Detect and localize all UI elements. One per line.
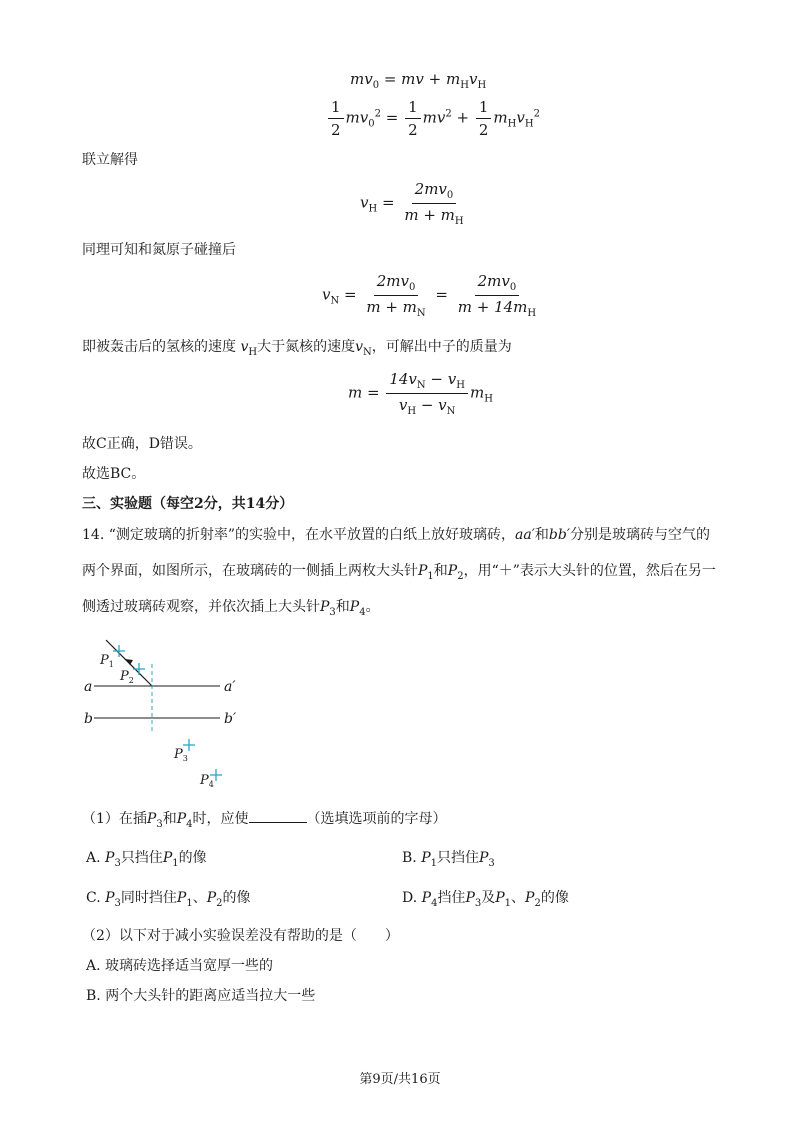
sub2-option-b: B. 两个大头针的距离应适当拉大一些	[86, 988, 316, 1004]
refraction-diagram	[80, 632, 260, 792]
sub-question-1: （1）在插$P_3$和$P_4$时，应使 （选填选项前的字母）	[82, 808, 447, 835]
option-b: B. $P_1$只挡住$P_3$	[402, 850, 495, 869]
q14-line3: 侧透过玻璃砖观察，并依次插上大头针$P_3$和$P_4$。	[82, 599, 380, 618]
label-a-prime: a′	[224, 679, 236, 695]
similar-text: 同理可知和氮原子碰撞后	[82, 242, 236, 258]
sub2-option-a: A. 玻璃砖选择适当宽厚一些的	[86, 958, 274, 974]
page-footer: 第9页/共16页	[359, 1072, 441, 1087]
energy-equation: $\frac{1}{2}$ $mv_0^2$ = $\frac{1}{2}$ $mv^2$ + $\frac{1}{2}$ $m_Hv_H^2$	[326, 98, 540, 139]
sub-question-2: （2）以下对于减小实验误差没有帮助的是（ ）	[82, 928, 399, 944]
option-a: A. $P_3$只挡住$P_1$的像	[86, 850, 207, 869]
label-p1: $P_1$	[100, 653, 114, 669]
section-heading: 三、实验题（每空2分，共14分）	[82, 496, 294, 512]
conclusion-line: 即被轰击后的氢核的速度 $v_H$大于氮核的速度$v_N$，可解出中子的质量为	[82, 339, 512, 358]
option-d: D. $P_4$挡住$P_3$及$P_1$、$P_2$的像	[402, 890, 569, 909]
option-c: C. $P_3$同时挡住$P_1$、$P_2$的像	[86, 890, 251, 909]
label-p4: $P_4$	[200, 773, 214, 789]
ray-arrow-icon	[125, 659, 133, 665]
neutron-mass-equation: m = $\frac{14v_N - v_H}{v_H - v_N}$ $m_H$	[348, 370, 493, 417]
vn-equation: $v_N$ = $\frac{2mv_0}{m + m_N}$ = $\frac{2mv_0}{m + 14m_H}$	[322, 272, 537, 319]
choose-text: 故选BC。	[82, 466, 146, 482]
answer-blank[interactable]	[249, 808, 307, 823]
c-correct-text: 故C正确，D错误。	[82, 436, 202, 452]
label-p3: $P_3$	[174, 747, 188, 763]
label-b: b	[84, 711, 93, 727]
label-b-prime: b′	[224, 711, 237, 727]
label-p2: $P_2$	[120, 669, 134, 685]
pin-p1-icon	[113, 645, 125, 657]
q14-line1: 14. “测定玻璃的折射率”的实验中，在水平放置的白纸上放好玻璃砖，aa′和bb′分别是玻璃砖与空气的	[82, 527, 711, 543]
vh-equation: $v_H$ = $\frac{2mv_0}{m + m_H}$	[360, 180, 464, 227]
pin-p2-icon	[133, 663, 145, 675]
pin-p3-icon	[183, 739, 195, 751]
joint-solve-text: 联立解得	[82, 152, 138, 168]
label-a: a	[84, 679, 93, 695]
q14-line2: 两个界面，如图所示，在玻璃砖的一侧插上两枚大头针$P_1$和$P_2$，用“＋”表示大头针的位置，然后在另一	[82, 563, 716, 582]
momentum-equation: $mv_0$ = mv + $m_Hv_H$	[350, 70, 487, 91]
